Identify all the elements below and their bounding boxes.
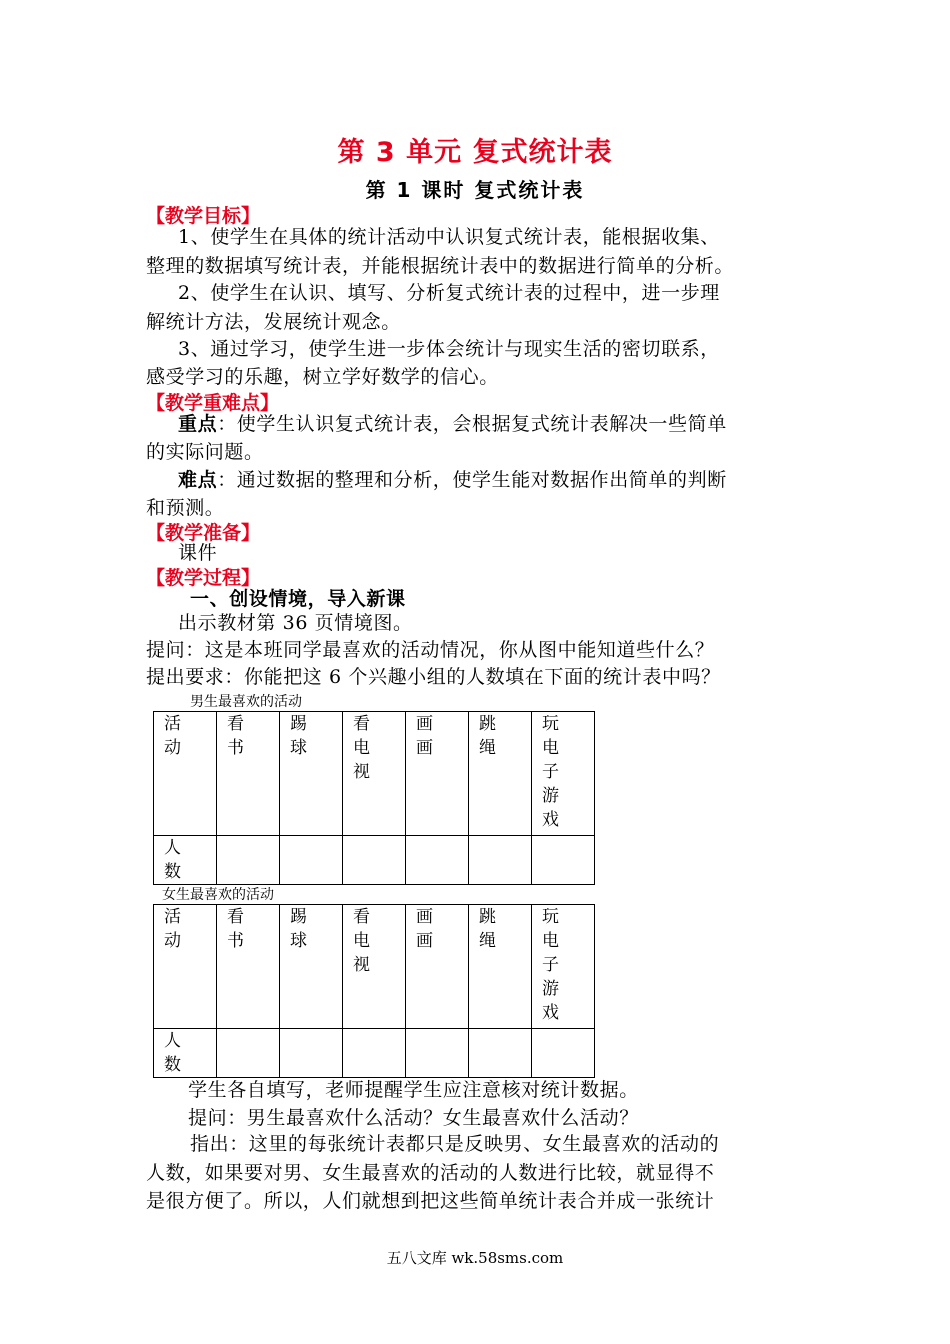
- count-cell[interactable]: [343, 1029, 406, 1078]
- key-point-line-1: [178, 410, 727, 438]
- point-line-2: 人数，如果要对男、女生最喜欢的活动的人数进行比较，就显得不: [146, 1162, 715, 1184]
- table-cell: [532, 712, 595, 836]
- count-cell[interactable]: [469, 1029, 532, 1078]
- fill-instruction: 学生各自填写，老师提醒学生应注意核对统计数据。: [188, 1079, 639, 1101]
- section-heading-key-points: 【教学重难点】: [146, 392, 280, 414]
- row-label-count: 人数: [164, 838, 181, 882]
- table-cell: [406, 905, 469, 1029]
- header-cell-tv: 看电视: [353, 714, 370, 782]
- section-heading-preparation: 【教学准备】: [146, 522, 261, 544]
- table-cell: [154, 836, 217, 885]
- header-cell-activity: 活动: [164, 714, 181, 758]
- difficulty-line-1: [178, 466, 727, 494]
- key-point-text: ：使学生认识复式统计表，会根据复式统计表解决一些简单: [217, 413, 727, 435]
- header-cell-activity: 活动: [164, 907, 181, 951]
- show-textbook-text: 出示教材第 36 页情境图。: [178, 612, 413, 634]
- page-title: 第 3 单元 复式统计表: [337, 137, 613, 168]
- table-cell: [280, 905, 343, 1029]
- count-cell[interactable]: [217, 836, 280, 885]
- point-line-1: 指出：这里的每张统计表都只是反映男、女生最喜欢的活动的: [190, 1133, 720, 1155]
- header-cell-games: 玩电子游戏: [542, 907, 559, 1023]
- girls-activity-table: [153, 904, 595, 1078]
- row-label-count: 人数: [164, 1031, 181, 1075]
- header-cell-rope: 跳绳: [479, 714, 496, 758]
- table-header-row: [154, 905, 595, 1029]
- preparation-text: 课件: [178, 542, 218, 564]
- lesson-subtitle: 第 1 课时 复式统计表: [365, 178, 585, 202]
- requirement-text: 提出要求：你能把这 6 个兴趣小组的人数填在下面的统计表中吗？: [146, 666, 721, 688]
- key-point-label: 重点: [178, 413, 218, 435]
- count-cell[interactable]: [406, 1029, 469, 1078]
- table-cell: [154, 1029, 217, 1078]
- table-cell: [532, 905, 595, 1029]
- table-cell: [154, 905, 217, 1029]
- table-row: [154, 836, 595, 885]
- count-cell[interactable]: [343, 836, 406, 885]
- table-cell: [469, 712, 532, 836]
- count-cell[interactable]: [280, 836, 343, 885]
- count-cell[interactable]: [532, 1029, 595, 1078]
- key-point-line-2: 的实际问题。: [146, 441, 264, 463]
- boys-activity-table: [153, 711, 595, 885]
- goal-2-line-1: 2、使学生在认识、填写、分析复式统计表的过程中，进一步理: [178, 282, 720, 304]
- header-cell-tv: 看电视: [353, 907, 370, 975]
- count-cell[interactable]: [532, 836, 595, 885]
- header-cell-reading: 看书: [227, 714, 244, 758]
- table-cell: [343, 712, 406, 836]
- header-cell-drawing: 画画: [416, 714, 433, 758]
- point-line-3: 是很方便了。所以，人们就想到把这些简单统计表合并成一张统计: [146, 1190, 715, 1212]
- header-cell-football: 踢球: [290, 907, 307, 951]
- table-header-row: [154, 712, 595, 836]
- difficulty-line-2: 和预测。: [146, 497, 225, 519]
- table-cell: [217, 905, 280, 1029]
- table-cell: [406, 712, 469, 836]
- goal-3-line-1: 3、通过学习，使学生进一步体会统计与现实生活的密切联系，: [178, 338, 720, 360]
- goal-3-line-2: 感受学习的乐趣，树立学好数学的信心。: [146, 366, 499, 388]
- header-cell-football: 踢球: [290, 714, 307, 758]
- difficulty-label: 难点: [178, 469, 218, 491]
- question-1: 提问：这是本班同学最喜欢的活动情况，你从图中能知道些什么？: [146, 639, 715, 661]
- section-heading-process: 【教学过程】: [146, 567, 261, 589]
- count-cell[interactable]: [406, 836, 469, 885]
- goal-1-line-1: 1、使学生在具体的统计活动中认识复式统计表，能根据收集、: [178, 226, 720, 248]
- goal-1-line-2: 整理的数据填写统计表，并能根据统计表中的数据进行简单的分析。: [146, 255, 735, 277]
- header-cell-reading: 看书: [227, 907, 244, 951]
- header-cell-games: 玩电子游戏: [542, 714, 559, 830]
- difficulty-text: ：通过数据的整理和分析，使学生能对数据作出简单的判断: [217, 469, 727, 491]
- table-cell: [343, 905, 406, 1029]
- section-heading-goals: 【教学目标】: [146, 205, 261, 227]
- header-cell-drawing: 画画: [416, 907, 433, 951]
- table-row: [154, 1029, 595, 1078]
- page-footer: 五八文库 wk.58sms.com: [386, 1249, 564, 1267]
- question-2: 提问：男生最喜欢什么活动？女生最喜欢什么活动？: [188, 1107, 639, 1129]
- table-cell: [217, 712, 280, 836]
- boys-table-caption: 男生最喜欢的活动: [190, 694, 302, 710]
- table-cell: [154, 712, 217, 836]
- table-cell: [280, 712, 343, 836]
- count-cell[interactable]: [217, 1029, 280, 1078]
- goal-2-line-2: 解统计方法，发展统计观念。: [146, 311, 401, 333]
- count-cell[interactable]: [469, 836, 532, 885]
- table-cell: [469, 905, 532, 1029]
- header-cell-rope: 跳绳: [479, 907, 496, 951]
- count-cell[interactable]: [280, 1029, 343, 1078]
- step-1-title: 一、创设情境，导入新课: [190, 588, 406, 610]
- girls-table-caption: 女生最喜欢的活动: [162, 887, 274, 903]
